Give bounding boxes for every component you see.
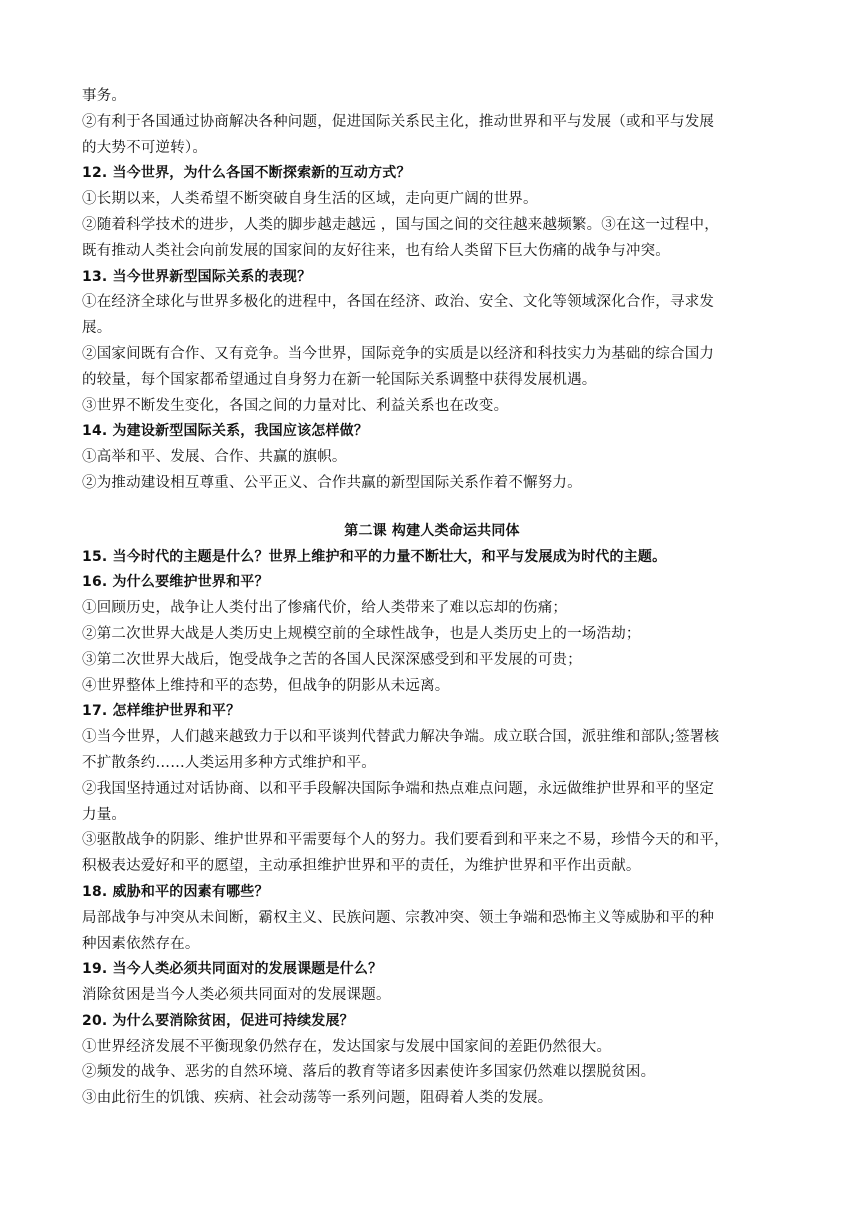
paragraph-line: 的较量，每个国家都希望通过自身努力在新一轮国际关系调整中获得发展机遇。 [82,371,597,388]
paragraph-line: ②第二次世界大战是人类历史上规模空前的全球性战争，也是人类历史上的一场浩劫； [82,625,641,642]
paragraph-line: 力量。 [82,806,127,823]
paragraph-line: 展。 [82,320,112,337]
question-heading: 13. 当今世界新型国际关系的表现？ [82,268,312,285]
paragraph-line: ②有利于各国通过协商解决各种问题，促进国际关系民主化，推动世界和平与发展（或和平与发展 [82,113,715,130]
question-heading: 14. 为建设新型国际关系，我国应该怎样做？ [82,423,369,440]
paragraph-line: ①回顾历史，战争让人类付出了惨痛代价，给人类带来了难以忘却的伤痛； [82,600,568,617]
question-heading: 17. 怎样维护世界和平？ [82,703,241,720]
paragraph-line: ①当今世界，人们越来越致力于以和平谈判代替武力解决争端。成立联合国，派驻维和部队;签署核 [82,729,720,746]
question-heading: 19. 当今人类必须共同面对的发展课题是什么？ [82,961,383,978]
paragraph-line: ①高举和平、发展、合作、共赢的旗帜。 [82,449,347,466]
paragraph-line: ④世界整体上维持和平的态势，但战争的阴影从未远离。 [82,677,450,694]
paragraph-line: ③第二次世界大战后，饱受战争之苦的各国人民深深感受到和平发展的可贵； [82,651,582,668]
paragraph-line: ②国家间既有合作、又有竞争。当今世界，国际竞争的实质是以经济和科技实力为基础的综合国力 [82,345,715,362]
paragraph-line: 消除贫困是当今人类必须共同面对的发展课题。 [82,987,391,1004]
question-heading: 20. 为什么要消除贫困，促进可持续发展？ [82,1012,354,1029]
paragraph-line: 积极表达爱好和平的愿望，主动承担维护世界和平的责任，为维护世界和平作出贡献。 [82,858,641,875]
paragraph-line: ③由此衍生的饥饿、疾病、社会动荡等一系列问题，阻碍着人类的发展。 [82,1090,553,1107]
paragraph-line: ③世界不断发生变化，各国之间的力量对比、利益关系也在改变。 [82,397,509,414]
question-heading: 18. 威胁和平的因素有哪些？ [82,883,269,900]
paragraph-line: ②频发的战争、恶劣的自然环境、落后的教育等诸多因素使许多国家仍然难以摆脱贫困。 [82,1064,656,1081]
paragraph-line: 既有推动人类社会向前发展的国家间的友好往来，也有给人类留下巨大伤痛的战争与冲突。 [82,242,670,259]
paragraph-line: ①在经济全球化与世界多极化的进程中，各国在经济、政治、安全、文化等领域深化合作，寻求发 [82,294,715,311]
paragraph-line: ②我国坚持通过对话协商、以和平手段解决国际争端和热点难点问题，永远做维护世界和平的坚定 [82,780,715,797]
paragraph-line: ②随着科学技术的进步，人类的脚步越走越远 ，国与国之间的交往越来越频繁。③在这一过程中， [82,216,719,233]
question-heading: 15. 当今时代的主题是什么？世界上维护和平的力量不断壮大，和平与发展成为时代的主题。 [82,548,667,565]
paragraph-line: 种因素依然存在。 [82,935,200,952]
paragraph-line: ①长期以来，人类希望不断突破自身生活的区域，走向更广阔的世界。 [82,191,538,208]
document-body [82,84,782,1112]
paragraph-line: 事务。 [82,88,127,104]
section-title: 第二课 构建人类命运共同体 [344,522,520,539]
paragraph-line: ②为推动建设相互尊重、公平正义、合作共赢的新型国际关系作着不懈努力。 [82,474,582,491]
paragraph-line: ①世界经济发展不平衡现象仍然存在，发达国家与发展中国家间的差距仍然很大。 [82,1038,612,1055]
paragraph-line: 局部战争与冲突从未间断，霸权主义、民族问题、宗教冲突、领土争端和恐怖主义等威胁和平的种 [82,909,715,926]
paragraph-line: 的大势不可逆转）。 [82,139,208,156]
paragraph-line: 不扩散条约……人类运用多种方式维护和平。 [82,754,376,771]
paragraph-line: ③驱散战争的阴影、维护世界和平需要每个人的努力。我们要看到和平来之不易，珍惜今天的和平， [82,832,729,849]
question-heading: 12. 当今世界，为什么各国不断探索新的互动方式？ [82,165,411,182]
question-heading: 16. 为什么要维护世界和平？ [82,574,269,591]
